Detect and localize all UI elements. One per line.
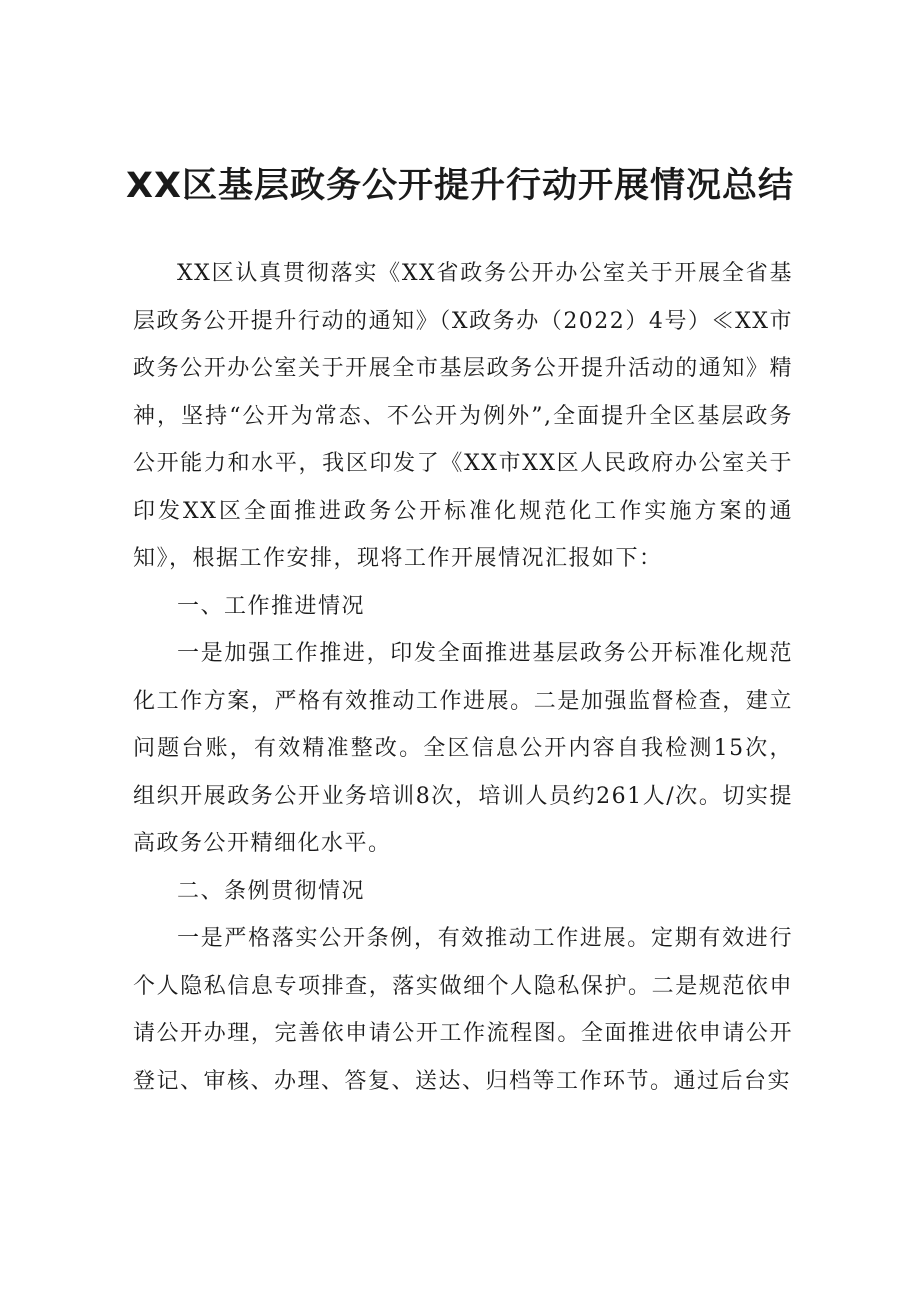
regulation-paragraph: 一是严格落实公开条例，有效推动工作进展。定期有效进行个人隐私信息专项排查，落实做细个人隐私保护。二是规范依申请公开办理，完善依申请公开工作流程图。全面推进依申请公开登记、审核、办理、答复、送达、归档等工作环节。通过后台实 — [133, 926, 793, 1094]
intro-paragraph: XX区认真贯彻落实《XX省政务公开办公室关于开展全省基层政务公开提升行动的通知》（X政务办（2022）4号）≪XX市政务公开办公室关于开展全市基层政务公开提升活动的通知》精神，坚持“公开为常态、不公开为例外”,全面提升全区基层政务公开能力和水平，我区印发了《XX市XX区人民政府办公室关于印发XX区全面推进政务公开标准化规范化工作实施方案的通知》，根据工作安排，现将工作开展情况汇报如下： — [133, 261, 793, 571]
section-heading-work-progress: 一、工作推进情况 — [177, 593, 366, 619]
document-title: XX区基层政务公开提升行动开展情况总结 — [126, 166, 794, 206]
section-heading-regulation: 二、条例贯彻情况 — [177, 878, 366, 904]
work-progress-paragraph: 一是加强工作推进，印发全面推进基层政务公开标准化规范化工作方案，严格有效推动工作进展。二是加强监督检查，建立问题台账，有效精准整改。全区信息公开内容自我检测15次，组织开展政务公开业务培训8次，培训人员约261人/次。切实提高政务公开精细化水平。 — [133, 641, 793, 856]
document-body — [133, 250, 793, 1105]
